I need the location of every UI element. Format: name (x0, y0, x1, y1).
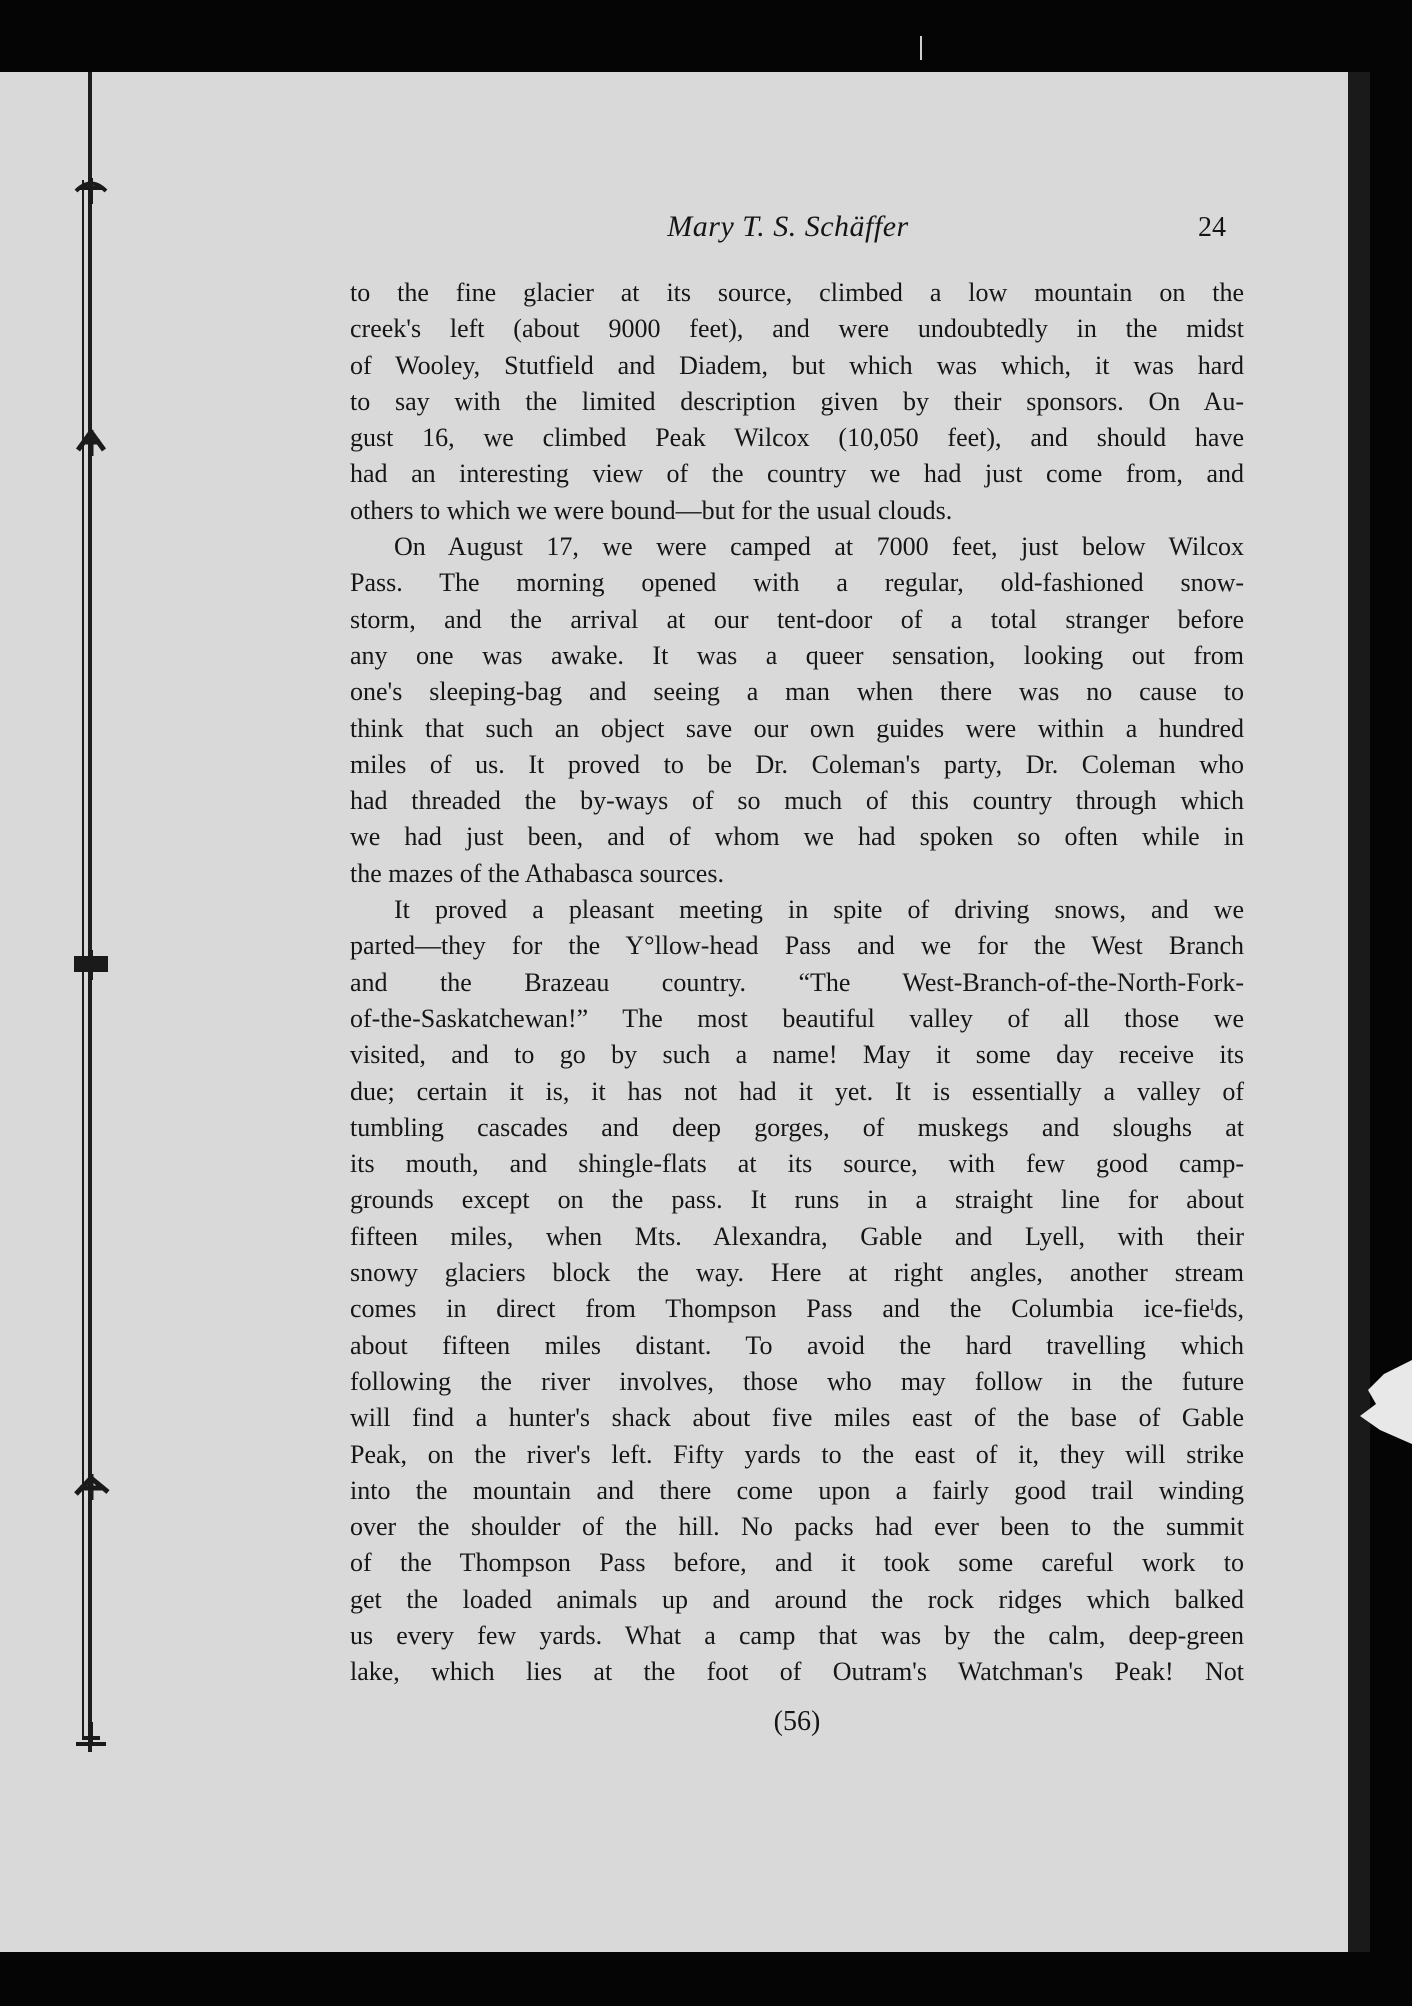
text-line: any one was awake. It was a queer sensation, looking out from (350, 640, 1244, 670)
binding-stitch (68, 176, 114, 206)
text-line: snowy glaciers block the way. Here at right angles, another stream (350, 1258, 1244, 1288)
text-line: comes in direct from Thompson Pass and the Columbia ice-fieˡds, (350, 1294, 1244, 1324)
text-line: get the loaded animals up and around the rock ridges which balked (350, 1584, 1244, 1614)
text-line: one's sleeping-bag and seeing a man when there was no cause to (350, 677, 1244, 707)
text-line: of the Thompson Pass before, and it took some careful work to (350, 1548, 1244, 1578)
text-line: gust 16, we climbed Peak Wilcox (10,050 feet), and should have (350, 423, 1244, 453)
text-line: us every few yards. What a camp that was by the calm, deep-green (350, 1620, 1244, 1650)
text-line: visited, and to go by such a name! May it some day receive its (350, 1040, 1244, 1070)
text-line: will find a hunter's shack about five miles east of the base of Gable (350, 1403, 1244, 1433)
text-line: we had just been, and of whom we had spoken so often while in (350, 822, 1244, 852)
text-line: to the fine glacier at its source, climbed a low mountain on the (350, 278, 1244, 307)
text-line: to say with the limited description given by their sponsors. On Au- (350, 386, 1244, 416)
text-line: lake, which lies at the foot of Outram's Watchman's Peak! Not (350, 1657, 1244, 1687)
text-line: fifteen miles, when Mts. Alexandra, Gable and Lyell, with their (350, 1221, 1244, 1251)
scan-tick-mark (920, 36, 922, 60)
text-line: and the Brazeau country. “The West-Branch-of-the-North-Fork- (350, 967, 1244, 997)
page-number: 24 (1198, 212, 1226, 243)
page-edge-shadow (1348, 72, 1370, 1952)
text-line: into the mountain and there come upon a fairly good trail winding (350, 1475, 1244, 1505)
text-line: had threaded the by-ways of so much of this country through which (350, 786, 1244, 816)
binding-stitch (68, 950, 114, 980)
text-line: of-the-Saskatchewan!” The most beautiful valley of all those we (350, 1003, 1244, 1033)
text-line: over the shoulder of the hill. No packs had ever been to the summit (350, 1512, 1244, 1542)
text-line: think that such an object save our own guides were within a hundred (350, 713, 1244, 743)
binding-stitch (68, 1722, 114, 1752)
binding-stitch (68, 428, 114, 458)
text-line: due; certain it is, it has not had it yet. It is essentially a valley of (350, 1076, 1244, 1106)
running-title: Mary T. S. Schäffer (667, 210, 909, 243)
text-line: about fifteen miles distant. To avoid the hard travelling which (350, 1330, 1244, 1360)
text-line: of Wooley, Stutfield and Diadem, but which was which, it was hard (350, 350, 1244, 380)
text-line: On August 17, we were camped at 7000 feet, just below Wilcox (394, 532, 1244, 562)
text-line: others to which we were bound—but for the usual clouds. (350, 495, 953, 525)
text-line: had an interesting view of the country we had just come from, and (350, 459, 1244, 489)
text-line: grounds except on the pass. It runs in a straight line for about (350, 1185, 1244, 1215)
text-line: tumbling cascades and deep gorges, of muskegs and sloughs at (350, 1112, 1244, 1142)
body-text (350, 275, 1244, 1691)
text-line: Peak, on the river's left. Fifty yards to the east of it, they will strike (350, 1439, 1244, 1469)
running-header (350, 210, 1226, 250)
folio-number: (56) (773, 1706, 821, 1737)
text-line: following the river involves, those who may follow in the future (350, 1366, 1244, 1396)
text-line: It proved a pleasant meeting in spite of driving snows, and we (394, 895, 1244, 925)
paper-damage-speck (1356, 1360, 1412, 1444)
text-line: parted—they for the Y°llow-head Pass and we for the West Branch (350, 931, 1244, 961)
text-line: miles of us. It proved to be Dr. Coleman's party, Dr. Coleman who (350, 749, 1244, 779)
text-line: Pass. The morning opened with a regular, old-fashioned snow- (350, 568, 1244, 598)
text-line: the mazes of the Athabasca sources. (350, 858, 724, 888)
text-line: storm, and the arrival at our tent-door of a total stranger before (350, 604, 1244, 634)
text-line: its mouth, and shingle-flats at its source, with few good camp- (350, 1149, 1244, 1179)
binding-stitch (68, 1472, 114, 1502)
text-line: creek's left (about 9000 feet), and were undoubtedly in the midst (350, 314, 1244, 344)
